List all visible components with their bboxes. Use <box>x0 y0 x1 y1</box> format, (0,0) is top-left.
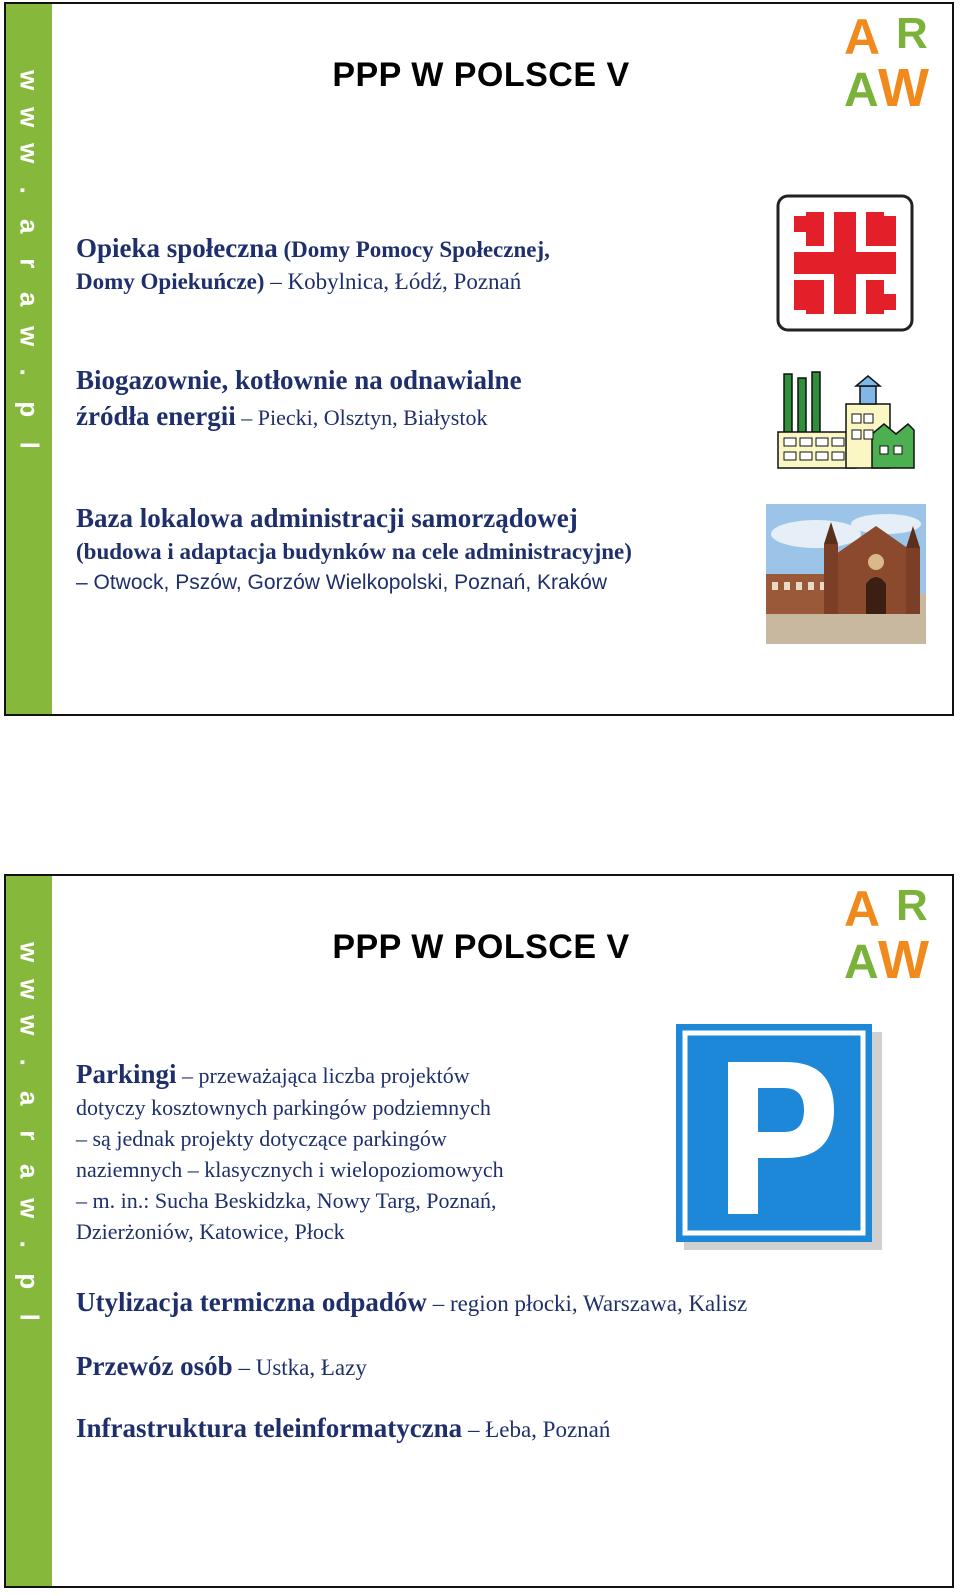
item-places: – Ustka, Łazy <box>232 1355 367 1380</box>
slide-title: PPP W POLSCE V <box>332 56 630 94</box>
item-places: – region płocki, Warszawa, Kalisz <box>426 1291 748 1316</box>
factory-icon <box>776 364 916 474</box>
svg-text:A: A <box>844 64 879 108</box>
item-places: – Łeba, Poznań <box>462 1417 611 1442</box>
item-heading: Baza lokalowa administracji samorządowej <box>76 503 578 533</box>
item-places: – Piecki, Olsztyn, Białystok <box>235 405 488 430</box>
araw-logo <box>842 8 948 108</box>
item-line: – przeważająca liczba projektów <box>176 1063 470 1088</box>
item-heading-2: źródła energii <box>76 401 236 431</box>
svg-text:R: R <box>896 881 928 930</box>
item-przewoz <box>76 1348 367 1384</box>
item-heading: Opieka społeczna <box>76 233 278 263</box>
item-infrastruktura <box>76 1410 610 1446</box>
slide-1 <box>4 2 954 716</box>
red-cross-icon <box>776 194 916 334</box>
item-parkingi <box>76 1056 666 1247</box>
item-opieka <box>76 230 550 297</box>
item-subheading: (Domy Pomocy Społecznej, <box>277 237 550 262</box>
sidebar-url-bar <box>6 876 52 1586</box>
item-line: – m. in.: Sucha Beskidzka, Nowy Targ, Poznań, <box>76 1188 497 1213</box>
item-subheading: (budowa i adaptacja budynków na cele administracyjne) <box>76 539 632 564</box>
item-heading: Utylizacja termiczna odpadów <box>76 1287 427 1317</box>
svg-text:R: R <box>896 9 928 58</box>
araw-logo <box>842 880 948 980</box>
item-heading: Biogazownie, kotłownie na odnawialne <box>76 365 522 395</box>
item-subheading-2: Domy Opiekuńcze) <box>76 269 265 294</box>
item-heading: Infrastruktura teleinformatyczna <box>76 1413 463 1443</box>
sidebar-url-text: w w w . a r a w . p l <box>14 942 45 1321</box>
sidebar-url-text: w w w . a r a w . p l <box>14 70 45 449</box>
slide-2 <box>4 874 954 1588</box>
svg-text:W: W <box>878 58 929 108</box>
item-heading: Przewóz osób <box>76 1351 233 1381</box>
town-hall-icon <box>766 504 926 644</box>
item-utylizacja <box>76 1284 747 1320</box>
svg-text:A: A <box>844 881 881 937</box>
item-biogazownie <box>76 362 522 434</box>
svg-text:W: W <box>878 930 929 980</box>
sidebar-url-bar <box>6 4 52 714</box>
item-heading: Parkingi <box>76 1059 177 1089</box>
parking-sign-icon <box>676 1024 886 1254</box>
item-line: dotyczy kosztownych parkingów podziemnych <box>76 1095 491 1120</box>
item-line: – są jednak projekty dotyczące parkingów <box>76 1126 447 1151</box>
item-places: – Otwock, Pszów, Gorzów Wielkopolski, Poznań, Kraków <box>76 571 608 594</box>
item-baza-lokalowa <box>76 500 632 598</box>
item-places: – Kobylnica, Łódź, Poznań <box>264 269 522 294</box>
svg-text:A: A <box>844 9 881 65</box>
item-line: naziemnych – klasycznych i wielopoziomowych <box>76 1157 504 1182</box>
svg-text:A: A <box>844 936 879 980</box>
slide-title: PPP W POLSCE V <box>332 928 630 966</box>
item-line: Dzierżoniów, Katowice, Płock <box>76 1219 345 1244</box>
